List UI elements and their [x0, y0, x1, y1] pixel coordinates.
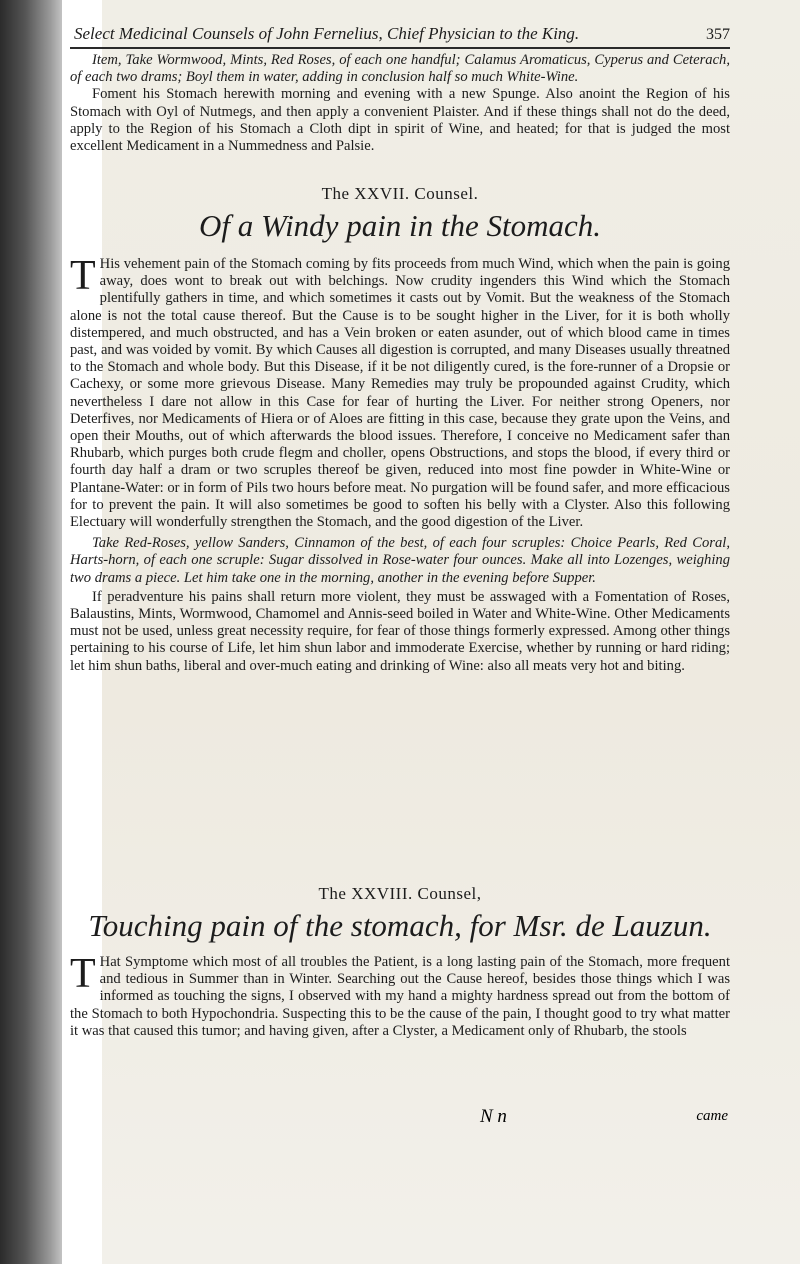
counsel-27: [70, 184, 730, 675]
running-head: [70, 12, 730, 49]
previous-body: Foment his Stomach herewith morning and evening with a new Spunge. Also anoint the Region of his Stomach with Oyl of Nutmegs, and then apply a convenient Plaister. And if these things shall not do the deed, apply to the Region of his Stomach a Cloth dipt in spirit of Wine, and heated; for that is judged the most excellent Medicament in a Nummedness and Palsie.: [70, 86, 730, 155]
previous-counsel-continuation: [70, 52, 730, 155]
counsel-28-heading: The XXVIII. Counsel,: [318, 884, 482, 903]
counsel-27-recipe: Take Red-Roses, yellow Sanders, Cinnamon of the best, of each four scruples: Choice Pearls, Red Coral, Harts-horn, of each one scruple: Sugar dissolved in Rose-water four ounces. Make all into Lozenges, weighing two drams a piece. Let him take one in the morning, another in the evening before Supper.: [70, 535, 730, 586]
counsel-27-paragraph-1: [70, 253, 730, 531]
page-number: 357: [706, 26, 730, 43]
counsel-28-paragraph-1: [70, 951, 730, 1040]
counsel-27-paragraph-2: If peradventure his pains shall return more violent, they must be asswaged with a Fomentation of Roses, Balaustins, Mints, Wormwood, Chamomel and Annis-seed boiled in Water and White-Wine. Other Medicaments must not be used, unless great necessity require, for fear of those things formerly expressed. Among other things pertaining to his course of Life, let him shun labor and immoderate Exercise, whether by running or hard riding; let him shun baths, liberal and over-much eating and drinking of Wine: also all meats very hot and biting.: [70, 588, 730, 674]
signature-mark: N n: [480, 1106, 507, 1127]
counsel-27-title: Of a Windy pain in the Stomach.: [198, 208, 602, 243]
catchword: came: [696, 1108, 728, 1124]
dropcap: T: [70, 253, 96, 299]
previous-recipe: Item, Take Wormwood, Mints, Red Roses, of each one handful; Calamus Aromaticus, Cyperus and Ceterach, of each two drams; Boyl them in water, adding in conclusion half so much White-Wine.: [70, 52, 730, 86]
counsel-27-paragraph-1-text: His vehement pain of the Stomach coming by fits proceeds from much Wind, which when the pain is going away, does wont to break out with belchings. Now crudity ingenders this Wind which the Stomach plentifully gathers in time, and which sometimes it casts out by Vomit. But the weakness of the Stomach alone is not the total cause thereof. But the Cause is to be sought higher in the Liver, for it is both wholly distempered, and much obstructed, and has a Vein broken or eaten asunder, out of which blood came in times past, and was voided by vomit. By which Causes all digestion is corrupted, and many Diseases usually threatned to the Stomach and whole body. But this Disease, if it be not diligently cured, is the fore-runner of a Dropsie or Cachexy, or some more grievous Disease. Many Remedies may truly be propounded against Crudity, which nevertheless I dare not allow in this Case for fear of hurting the Liver. For neither strong Openers, nor Deterfives, nor Medicaments of Hiera or of Aloes are fitting in this case, because they grate upon the Veins, and open their Mouths, out of which afterwards the blood issues. Therefore, I conceive no Medicament safer than Rhubarb, which purges both crude flegm and choller, opens Obstructions, and stops the blood, if every third or fourth day half a dram or two scruples thereof be given, reduced into most fine powder in White-Wine or Plantane-Water: or in form of Pils two hours before meat. No purgation will be found safer, and more efficacious for to prevent the pain. It will also sometimes be good to soften his belly with a Clyster. Also this following Electuary will wonderfully strengthen the Stomach, and the good digestion of the Liver.: [70, 256, 730, 531]
dropcap: T: [70, 951, 96, 997]
counsel-28: [70, 884, 730, 1040]
counsel-27-heading: The XXVII. Counsel.: [321, 184, 479, 203]
counsel-28-title: Touching pain of the stomach, for Msr. de Lauzun.: [88, 908, 712, 943]
running-head-title: Select Medicinal Counsels of John Fernelius, Chief Physician to the King.: [74, 24, 580, 43]
counsel-28-paragraph-1-text: Hat Symptome which most of all troubles the Patient, is a long lasting pain of the Stomach, more frequent and tedious in Summer than in Winter. Searching out the Cause hereof, besides those things which I was informed as touching the signs, I observed with my hand a mighty hardness spread out from the bottom of the Stomach to both Hypochondria. Suspecting this to be the cause of the pain, I thought good to try what matter it was that caused this tumor; and having given, after a Clyster, a Medicament only of Rhubarb, the stools: [70, 954, 730, 1039]
